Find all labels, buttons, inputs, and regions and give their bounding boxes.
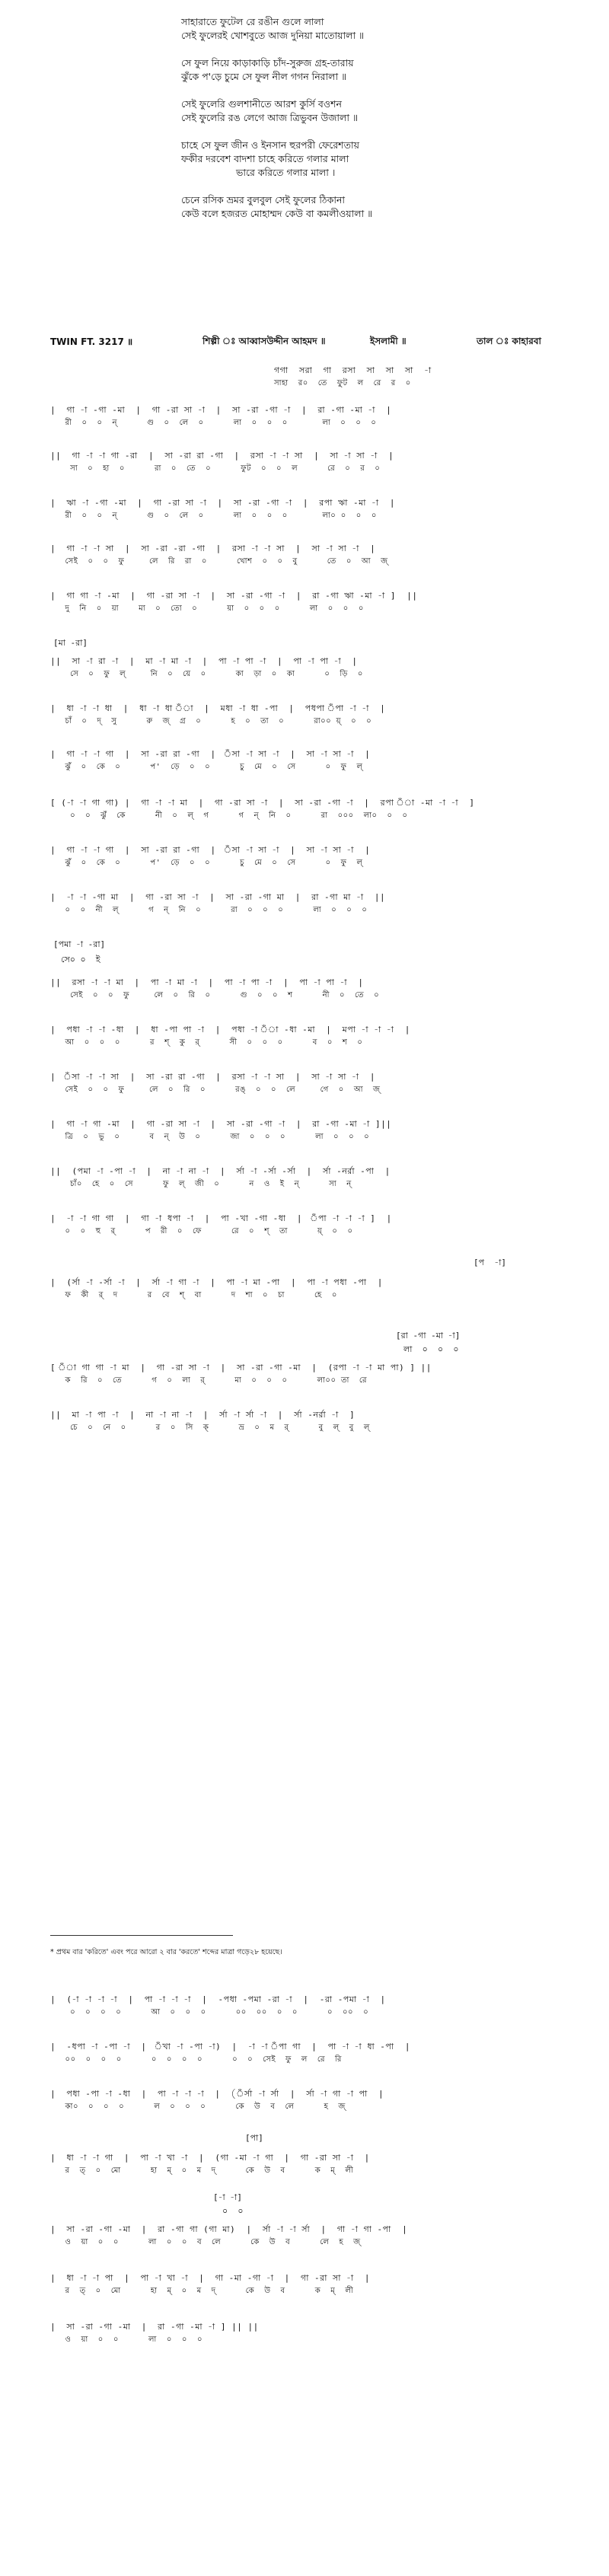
notation-annotation: [প -া] (473, 1258, 507, 1267)
lyric-syllable-line: সাহা র০ তে ফু্ট ল রে র ০ (274, 379, 411, 387)
artist-name: শিল্পী ঃ আব্বাসউদ্দীন আহমদ ॥ (202, 336, 326, 346)
swara-line: | ধা -া -া পা | পা -া খা -া | গা -মা -গা -া | গা -রা সা -া | (50, 2273, 371, 2283)
swara-line: || মা -া পা -া | না -া না -া | র্সা -া র্সা -া | র্সা -নর্রা -া ] (50, 1410, 356, 1420)
lyrics-stanza (181, 97, 577, 125)
lyric-syllable-line: কা০ ০ ০ ০ ল ০ ০ ০ কে উ ব লে হ জ্ (50, 2103, 346, 2111)
swara-line: | ঁসা -া -া সা | সা -রা রা -গা | রসা -া -া সা | সা -া সা -া | (50, 1072, 375, 1082)
swara-line: | (-া -া -া -া | পা -া -া -া | -পধা -পমা -রা -া | -রা -পমা -া | (50, 1994, 386, 2004)
lyric-syllable-line: ও য়া ০ ০ লা ০ ০ ব লে কে উ ব লে হ জ্ (50, 2238, 361, 2246)
lyric-syllable-line: ০০ ০ ০ ০ ০ ০ ০ ০ ০ ০ সেই ফু ল রে রি (50, 2055, 342, 2064)
notation-annotation: সে০ ০ ই (61, 955, 100, 964)
footnote-divider (50, 1935, 233, 1936)
notation-annotation: ০ ০ (222, 2206, 244, 2216)
lyric-syllable-line: আ ০ ০ ০ র শ্ কু র্ সী ০ ০ ০ ব ০ শ ০ (50, 1038, 363, 1047)
lyric-syllable-line: দু নি ০ য়া মা ০ তো ০ য়া ০ ০ ০ লা ০ ০ ০ (50, 604, 364, 613)
lyrics-line: ঝুঁকে প'ড়ে চুমে সে ফুল নীল গগন নিরালা ॥ (181, 71, 347, 82)
notation-annotation: [পমা -া -রা] (53, 939, 106, 949)
lyrics-line: সাহারাতে ফুটেল রে রঙীন গুলে লালা (181, 16, 324, 27)
lyrics-line: সে ফুল নিয়ে কাড়াকাড়ি চাঁদ-সুরুজ গ্রহ-তারায় (181, 57, 354, 69)
notation-annotation: [-া -া] (213, 2192, 242, 2202)
song-header (50, 333, 568, 350)
swara-line: | ধা -া -া ধা | ধা -া ধা ঁা | মধা -া ধা -পা | পধপা ঁপা -া -া | (50, 703, 386, 713)
swara-line: | গা -া -া সা | সা -রা -রা -গা | রসা -া -া সা | সা -া সা -া | (50, 544, 376, 553)
record-code: TWIN FT. 3217 ॥ (50, 336, 133, 347)
swara-line: | গা -া -া গা | সা -রা রা -গা | ঁসা -া সা -া | সা -া সা -া | (50, 845, 371, 855)
lyric-syllable-line: র ত্ ০ মো হা ম্ ০ ম দ্ কে উ ব ক ম্ লী (50, 2166, 354, 2175)
lyrics-stanza (181, 193, 577, 221)
lyric-syllable-line: ০ ০ হু র্ প রী ০ ফে রে ০ শ্ তা য়্ ০ ০ (50, 1227, 353, 1235)
notation-annotation: [মা -রা] (53, 638, 88, 648)
taal-name: তাল ঃ কাহারবা (477, 336, 541, 346)
lyric-syllable-line: সেই ০ ০ ফু লে ০ রি ০ গু ০ ০ শ নী ০ তে ০ (50, 991, 380, 999)
swara-line: | -া -া গা গা | গা -া ধপা -া | পা -খা -গা -ধা | ঁপা -া -া -া ] | (50, 1213, 392, 1223)
notation-annotation: [রা -গা -মা -া] (396, 1331, 461, 1341)
lyric-syllable-line: ক রি ০ তে গ ০ লা র্ মা ০ ০ ০ লা০০ তা রে (50, 1376, 367, 1385)
swara-line: | ঋা -া -গা -মা | গা -রা সা -া | সা -রা -গা -া | রপা ঋা -মা -া | (50, 498, 395, 508)
lyric-syllable-line: ০ ০ নী ল্ গ ন্ নি ০ রা ০ ০ ০ লা ০ ০ ০ (50, 906, 368, 914)
lyrics-block (181, 15, 577, 234)
lyrics-line: সেই ফুলেরি রঙ লেগে আজ ত্রিভুবন উজালা ॥ (181, 112, 359, 123)
swara-line: || রসা -া -া মা | পা -া মা -া | পা -া পা -া | পা -া পা -া | (50, 977, 364, 987)
song-genre: ইসলামী ॥ (370, 336, 407, 346)
swara-line: | ধা -া -া গা | পা -া খা -া | (গা -মা -া গা | গা -রা সা -া | (50, 2153, 370, 2163)
swara-line: || গা -া -া গা -রা | সা -রা রা -গা | রসা -া -া সা | সা -া সা -া | (50, 451, 394, 461)
swara-line: || সা -া রা -া | মা -া মা -া | পা -া পা -া | পা -া পা -া | (50, 656, 358, 666)
lyrics-line: সেই ফুলেরই খোশবুতে আজ দুনিয়া মাতোয়ালা ॥ (181, 30, 365, 41)
lyric-syllable-line: সেই ০ ০ ফু লে ০ রি ০ রঙ্ ০ ০ লে গে ০ আ জ্ (50, 1086, 381, 1094)
footnote-text: * প্রথম বার 'করিতে' এবং পরে আরো ২ বার 'করতে' শব্দের মাত্রা গড়ে২৮ হয়েছে। (50, 1948, 282, 1956)
lyric-syllable-line: চে ০ নে ০ র ০ সি ক্ ভ্র ০ ম র্ বু ল্ বু ল্ (50, 1423, 370, 1432)
lyric-syllable-line: সেই ০ ০ ফু লে রি রা ০ খোশ ০ ০ বু তে ০ আ জ্ (50, 557, 388, 566)
lyrics-stanza (181, 139, 577, 180)
lyrics-line: চেনে রসিক ভ্রমর বুলবুল সেই ফুলের ঠিকানা (181, 194, 346, 206)
swara-line: | -া -া -গা মা | গা -রা সা -া | সা -রা -গা মা | রা -গা মা -া || (50, 892, 386, 902)
swara-line: | সা -রা -গা -মা | রা -গা গা (গা মা) | র্সা -া -া র্সা | গা -া গা -পা | (50, 2224, 408, 2234)
notation-annotation: [পা] (245, 2133, 263, 2143)
swara-line: | -ধপা -া -পা -া | ঁখা -া -পা -া) | -া -া ঁপা গা | পা -া -া ধা -পা | (50, 2042, 410, 2052)
swara-line: | পধা -া -া -ধা | ধা -পা পা -া | পধা -া ঁা -ধা -মা | মপা -া -া -া | (50, 1025, 410, 1035)
lyric-syllable-line: রী ০ ০ ন্ গু ০ লে ০ লা ০ ০ ০ লা ০ ০ ০ (50, 419, 377, 427)
lyric-syllable-line: সা ০ হা ০ রা ০ তে ০ ফুট ০ ০ ল রে ০ র ০ (50, 464, 381, 473)
lyric-syllable-line: সে ০ ফু ল্ নি ০ য়ে ০ কা ড়া ০ কা ০ ড়ি ০ (50, 670, 363, 678)
lyric-syllable-line: ত্রি ০ ভু ০ ব ন্ উ ০ জা ০ ০ ০ লা ০ ০ ০ (50, 1133, 370, 1141)
swara-line: | গা -া -গা -মা | গা -রা সা -া | সা -রা -গা -া | রা -গা -মা -া | (50, 405, 392, 415)
swara-line: [ ঁা গা গা -া মা | গা -রা সা -া | সা -রা -গা -মা | (রপা -া -া মা পা) ] || (50, 1363, 432, 1372)
lyric-syllable-line: ঝুঁ ০ কে ০ প' ড়ে ০ ০ চু মে ০ সে ০ ফু ল্ (50, 859, 363, 867)
lyrics-line: সেই ফুলেরি গুলশানীতে আরশ কুর্সি বওশন (181, 98, 342, 110)
swara-line: | পধা -পা -া -ধা | পা -া -া -া | (ঁর্সা -া র্সা | র্সা -া গা -া পা | (50, 2089, 384, 2099)
lyric-syllable-line: ঝুঁ ০ কে ০ প' ড়ে ০ ০ চু মে ০ সে ০ ফু ল্ (50, 763, 363, 771)
lyrics-line: কেউ বলে হজরত মোহাম্মদ কেউ বা কমলীওয়ালা ॥ (181, 208, 373, 219)
lyrics-line: ফকীর দরবেশ বাদশা চাহে করিতে গলার মালা (181, 153, 349, 164)
swara-line: | গা -া -া গা | সা -রা রা -গা | ঁসা -া সা -া | সা -া সা -া | (50, 749, 371, 759)
lyrics-line: ভারে করিতে গলার মালা । (236, 167, 336, 178)
notation-annotation: লা ০ ০ ০ (403, 1344, 459, 1354)
lyrics-stanza (181, 15, 577, 43)
lyric-syllable-line: চাঁ০ হে ০ সে ফু ল্ জী ০ ন ও ই ন্ সা ন্ (50, 1180, 352, 1188)
lyrics-stanza (181, 56, 577, 84)
swara-line: | (র্সা -া -র্সা -া | র্সা -া গা -া | পা -া মা -পা | পা -া পধা -পা | (50, 1277, 383, 1287)
lyric-syllable-line: ০ ০ ০ ০ আ ০ ০ ০ ০০ ০০ ০ ০ ০ ০০ ০ (50, 2008, 369, 2016)
swara-line: [ (-া -া গা গা) | গা -া -া মা | গা -রা সা -া | সা -রা -গা -া | রপা ঁা -মা -া -া ] (50, 798, 475, 808)
lyric-syllable-line: রী ০ ০ ন্ গু ০ লে ০ লা ০ ০ ০ লা০ ০ ০ ০ (50, 512, 377, 520)
swara-line: গগা সরা গা রসা সা সা সা -া (274, 365, 432, 375)
lyric-syllable-line: ফ কী র্ দ র বে শ্ বা দ শা ০ চা হে ০ (50, 1291, 337, 1299)
lyric-syllable-line: চাঁ ০ দ্ সু রু জ্ গ্র ০ হ ০ তা ০ রা০০ য়্ ০ ০ (50, 717, 372, 725)
swara-line: | সা -রা -গা -মা | রা -গা -মা -া ] || || (50, 2322, 259, 2332)
swara-line: || (পমা -া -পা -া | না -া না -া | র্সা -া -র্সা -র্সা | র্সা -নর্রা -পা | (50, 1166, 391, 1176)
swara-line: | গা -া গা -মা | গা -রা সা -া | সা -রা -গা -া | রা -গা -মা -া ]|| (50, 1119, 392, 1129)
lyric-syllable-line: ০ ০ ঝুঁ কে নী ০ ল্ গ গ ন্ নি ০ রা ০০০ লা০ ০ ০ (50, 811, 408, 820)
lyric-syllable-line: ও য়া ০ ০ লা ০ ০ ০ (50, 2335, 202, 2344)
swara-line: | গা গা -া -মা | গা -রা সা -া | সা -রা -গা -া | রা -গা ঋা -মা -া ] || (50, 591, 418, 601)
lyric-syllable-line: র ত্ ০ মো হা ম্ ০ ম দ্ কে উ ব ক ম্ লী (50, 2287, 354, 2295)
lyrics-line: চাহে সে ফুল জীন ও ইনসান হুরপরী ফেরেশতায় (181, 139, 359, 151)
